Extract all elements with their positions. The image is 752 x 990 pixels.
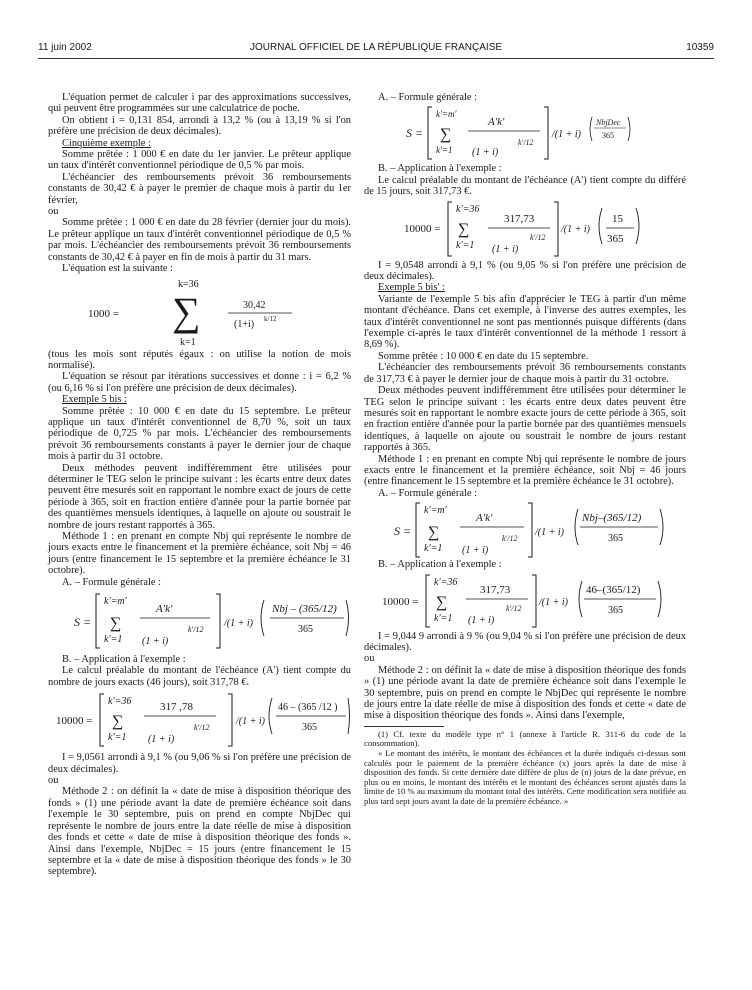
sum-lower-bound: k'=1 — [104, 634, 123, 646]
exponent-denominator: 365 — [608, 533, 623, 545]
paragraph: A. – Formule générale : — [378, 92, 477, 103]
exponent-numerator: 15 — [612, 212, 623, 225]
sum-upper-bound: k'=36 — [434, 576, 458, 588]
paragraph: Deux méthodes peuvent indifféremment être utilisées pour déterminer le TEG selon le principe suivant : les écarts entre deux dates peuvent être mesurés soit en rapportant le nombre exacte jours de cette période à 365, soit en fraction entière d'année pour la partie bornée par des quantièmes mensuels identiques, à laquelle on ajoute ou soustrait le nombre de jours restant rapportés à 365. — [364, 385, 686, 454]
paragraph: L'équation se résout par itérations successives et donne : i = 6,2 % (ou 6,16 % si l'on préfère une précision de deux décimales). — [48, 371, 351, 394]
fraction-numerator: 317,73 — [504, 212, 535, 225]
fraction-exponent: k'/12 — [502, 534, 518, 544]
section-heading: Exemple 5 bis : — [62, 394, 127, 406]
fraction-denominator: (1 + i) — [472, 147, 499, 159]
fraction-exponent: k'/12 — [518, 138, 534, 148]
right-column — [364, 92, 686, 807]
paragraph: Méthode 1 : en prenant en compte Nbj qui représente le nombre de jours exacts entre le financement et la première échéance, soit Nbj = 46 jours (entre financement le 15 septembre et la première échéance le 31 octobre). — [48, 531, 351, 577]
divisor: /(1 + i) — [552, 129, 581, 141]
paragraph: Méthode 2 : on définit la « date de mise à disposition théorique des fonds » (1) une période avant la date de première échéance soit dans l'exemple le 30 septembre, puis on prend en compte le NbjDec qui représente le nombre de jours entre la date réelle de mise à disposition des fonds et cette « date de mise à disposition théorique des fonds ». Ainsi dans l'exemple, — [364, 664, 686, 722]
paragraph: L'équation permet de calculer i par des approximations successives, qui peuvent être programmées sur une calculatrice de poche. — [48, 92, 351, 115]
exponent-denominator: 365 — [608, 604, 623, 616]
divisor: /(1 + i) — [224, 618, 253, 630]
paragraph: ou — [48, 775, 59, 787]
fraction-denominator: (1+i) — [234, 318, 255, 330]
section-heading: Exemple 5 bis' : — [378, 282, 445, 294]
paragraph: B. – Application à l'exemple : — [378, 559, 502, 571]
exponent-numerator: NbjDec — [596, 118, 621, 128]
fraction-denominator: (1 + i) — [142, 636, 169, 648]
fraction-denominator: (1 + i) — [468, 614, 495, 626]
footnote-quote: « Le montant des intérêts, le montant des échéances et la durée indiqués ci-dessus sont calculés pour le paiement de la première échéance (x) jours après la date de mise à disposition des fonds. Si cette dernière date diffère de plus de (n) jours de la date prévue, en plus ou en moins, le montant des intérêts et le montant des échéances seront ajustés dans la limite de 10 % au maximum du montant total des intérêts. Cette modification sera notifiée au plus tard sept jours avant la date de la première échéance. » — [364, 748, 686, 806]
equation-application-nbjdec — [364, 198, 686, 260]
paragraph: I = 9,0561 arrondi à 9,1 % (ou 9,06 % si l'on préfère une précision de deux décimales). — [48, 752, 351, 775]
sum-lower-bound: k'=1 — [456, 239, 475, 251]
paragraph: I = 9,0548 arrondi à 9,1 % (ou 9,05 % si l'on préfère une précision de deux décimales). — [364, 259, 686, 283]
equation-lhs: 10000 = — [404, 222, 441, 235]
exponent-numerator: 46 – (365 /12 ) — [278, 702, 338, 714]
sum-upper-bound: k=36 — [178, 278, 199, 290]
page-header — [38, 42, 714, 56]
paragraph: Méthode 2 : on définit la « date de mise à disposition théorique des fonds » (1) une période avant la date de première échéance soit dans l'exemple le 30 septembre, puis on prend en compte NbjDec qui représente le nombre de jours entre la date réelle de mise à disposition des fonds et cette « date de mise à disposition théorique des fonds ». Ainsi dans l'exemple, NbjDec = 15 jours (entre financement le 15 septembre et la « date de mise à disposition théorique des fonds » le 30 septembre). — [48, 786, 351, 878]
divisor: /(1 + i) — [539, 596, 568, 608]
fraction-denominator: (1 + i) — [148, 734, 175, 746]
paragraph: L'échéancier des remboursements prévoit 36 remboursements constants de 317,73 € à payer le dernier jour de chaque mois à partir du 31 octobre. — [364, 362, 686, 385]
fraction-exponent: k'/12 — [188, 625, 204, 635]
paragraph: Le calcul préalable du montant de l'échéance (A') tient compte du nombre de jours exacts (46 jours), soit 317,78 €. — [48, 665, 351, 688]
paragraph: (tous les mois sont réputés égaux : on utilise la notion de mois normalisé). — [48, 348, 351, 371]
sigma-symbol: ∑ — [110, 615, 122, 633]
sigma-symbol: ∑ — [172, 288, 201, 334]
exponent-denominator: 365 — [298, 624, 313, 636]
equation-lhs: S = — [406, 126, 424, 141]
exponent-numerator: Nbj–(365/12) — [582, 512, 642, 525]
fraction-numerator: A'k' — [488, 116, 505, 129]
paragraph: L'échéancier des remboursements prévoit 36 remboursements constants de 30,42 € à payer le premier de chaque mois à partir du 1er février, — [48, 171, 351, 206]
sum-upper-bound: k'=36 — [108, 696, 132, 708]
sigma-symbol: ∑ — [428, 524, 440, 542]
paragraph: Somme prêtée : 10 000 € en date du 15 septembre. Le prêteur applique un taux d'intérêt conventionnel de 8,70 %, soit un taux périodique de 0,725 % par mois. L'échéancier des remboursements prévoit 36 remboursements constants à payer le dernier jour de chaque mois à partir du 31 octobre. — [48, 405, 351, 463]
sum-upper-bound: k'=36 — [456, 203, 480, 215]
equation-general-nbjdec — [364, 103, 686, 163]
exponent-denominator: 365 — [607, 232, 624, 245]
paragraph: B. – Application à l'exemple : — [62, 654, 186, 666]
paragraph: ou — [48, 206, 59, 218]
sum-lower-bound: k'=1 — [434, 612, 453, 624]
page-number: 10359 — [686, 42, 714, 53]
equation-lhs: 1000 = — [88, 307, 119, 320]
paragraph: A. – Formule générale : — [62, 576, 161, 588]
sum-upper-bound: k'=m' — [104, 596, 127, 608]
exponent-numerator: 46–(365/12) — [586, 583, 641, 596]
sum-upper-bound: k'=m' — [436, 109, 457, 120]
sigma-symbol: ∑ — [458, 220, 470, 238]
equation-lhs: S = — [74, 615, 92, 630]
equation-application-nbj — [364, 571, 686, 631]
paragraph: Somme prêtée : 1 000 € en date du 1er janvier. Le prêteur applique un taux d'intérêt conventionnel périodique de 0,5 % par mois. — [48, 149, 351, 172]
paragraph: L'équation est la suivante : — [62, 263, 173, 275]
paragraph: Méthode 1 : en prenant en compte Nbj qui représente le nombre de jours exacts entre le financement et la première échéance, soit Nbj = 46 jours (entre financement le 15 septembre et la première échéance le 31 octobre). — [364, 453, 686, 488]
sum-lower-bound: k'=1 — [424, 543, 443, 555]
paragraph: Somme prêtée : 1 000 € en date du 28 février (dernier jour du mois). Le prêteur applique un taux d'intérêt conventionnel périodique de 0,5 % par mois. L'échéancier des remboursements prévoit 36 remboursements constants de 30,42 € à payer en fin de mois à partir du 31 mars. — [48, 217, 351, 263]
section-heading: Cinquième exemple : — [62, 137, 151, 149]
paragraph: ou — [364, 653, 375, 665]
fraction-numerator: A'k' — [156, 603, 173, 616]
footnote: (1) Cf. texte du modèle type n° 1 (annexe à l'article R. 311-6 du code de la consommation). — [364, 728, 686, 749]
sum-lower-bound: k=1 — [180, 336, 196, 348]
fraction-exponent: k'/12 — [506, 603, 522, 613]
paragraph: Somme prêtée : 10 000 € en date du 15 septembre. — [378, 350, 589, 362]
paragraph: A. – Formule générale : — [378, 487, 477, 499]
sum-lower-bound: k'=1 — [436, 145, 453, 156]
equation-sum-1000 — [48, 275, 351, 349]
paragraph: I = 9,044 9 arrondi à 9 % (ou 9,04 % si l'on préfère une précision de deux décimales). — [364, 630, 686, 653]
sigma-symbol: ∑ — [440, 126, 452, 144]
divisor: /(1 + i) — [561, 223, 590, 235]
paragraph: Deux méthodes peuvent indifféremment être utilisées pour déterminer le TEG selon le principe suivant : les écarts entre deux dates peuvent être mesurés soit en rapportant le nombre exact de jours de cette période à 365, soit en fraction entière d'année pour la partie bornée par des quantièmes mensuels identiques, à laquelle on ajoute ou soustrait le nombre de jours restant rapportés à 365. — [48, 462, 351, 531]
divisor: /(1 + i) — [236, 716, 265, 728]
issue-date: 11 juin 2002 — [38, 42, 92, 53]
sum-upper-bound: k'=m' — [424, 505, 447, 517]
journal-title: JOURNAL OFFICIEL DE LA RÉPUBLIQUE FRANÇAISE — [249, 42, 503, 53]
exponent-denominator: 365 — [302, 722, 317, 734]
exponent-numerator: Nbj – (365/12) — [272, 603, 337, 616]
header-rule — [38, 58, 714, 59]
sigma-symbol: ∑ — [436, 593, 448, 611]
equation-application — [48, 688, 351, 752]
fraction-exponent: k'/12 — [194, 723, 210, 733]
paragraph: B. – Application à l'exemple : — [378, 163, 502, 175]
equation-lhs: 10000 = — [56, 715, 93, 728]
fraction-numerator: A'k' — [476, 512, 493, 525]
fraction-exponent: k'/12 — [530, 232, 546, 242]
equation-lhs: 10000 = — [382, 595, 419, 608]
exponent-denominator: 365 — [602, 131, 614, 141]
equation-general-nbj — [364, 499, 686, 559]
fraction-numerator: 317,73 — [480, 583, 511, 596]
paragraph: Variante de l'exemple 5 bis afin d'apprécier le TEG à partir d'un même montant d'échéance. Dans cet exemple, à l'inverse des autres exemples, les taux d'intérêt conventionnel ne sont pas mentionnés puisque différents (dans l'exemple ci-après le taux d'intérêt conventionnel de la méthode 1 ressort à 8,69 %). — [364, 293, 686, 351]
left-column — [48, 92, 351, 878]
fraction-numerator: 317 ,78 — [160, 701, 193, 714]
paragraph: Le calcul préalable du montant de l'échéance (A') tient compte du différé de 15 jours, soit 317,73 €. — [364, 174, 686, 198]
divisor: /(1 + i) — [535, 527, 564, 539]
footnote-rule — [364, 726, 444, 727]
equation-general-formula — [48, 588, 351, 654]
equation-lhs: S = — [394, 524, 412, 539]
fraction-denominator: (1 + i) — [462, 545, 489, 557]
fraction-denominator: (1 + i) — [492, 243, 519, 255]
fraction-exponent: k/12 — [264, 314, 277, 323]
paragraph: On obtient i = 0,131 854, arrondi à 13,2 % (ou à 13,19 % si l'on préfère une précision de deux décimales). — [48, 114, 351, 138]
fraction-numerator: 30,42 — [243, 299, 266, 311]
sigma-symbol: ∑ — [112, 713, 124, 731]
sum-lower-bound: k'=1 — [108, 732, 127, 744]
